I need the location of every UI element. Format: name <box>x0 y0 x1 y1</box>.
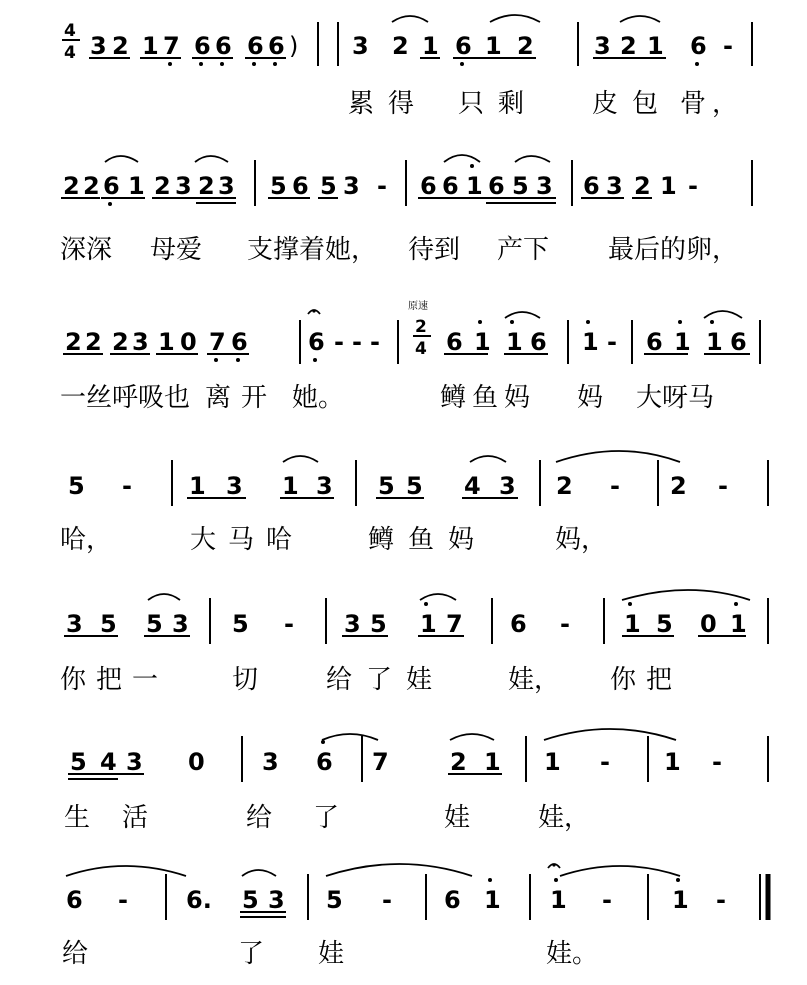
lyric-syllable: 给 <box>246 803 273 833</box>
svg-text:7: 7 <box>446 610 463 638</box>
lyric-phrase: 产下 <box>497 235 550 265</box>
svg-text:1: 1 <box>128 172 145 200</box>
lyric-syllable: 了 <box>313 803 340 833</box>
svg-text:6: 6 <box>455 32 472 60</box>
svg-text:-: - <box>716 886 726 914</box>
lyric-phrase: 骨， <box>680 89 745 119</box>
svg-text:6: 6 <box>420 172 437 200</box>
lyric-phrase: 你把一 <box>60 665 169 695</box>
time-signature-bottom: 4 <box>64 43 76 63</box>
lyric-phrase: 切 <box>232 665 259 695</box>
lyric-phrase: 哈， <box>60 525 113 555</box>
svg-text:0: 0 <box>180 328 197 356</box>
svg-text:6: 6 <box>583 172 600 200</box>
svg-text:6: 6 <box>194 32 211 60</box>
svg-text:-: - <box>118 886 128 914</box>
svg-text:2: 2 <box>112 328 129 356</box>
svg-text:6: 6 <box>215 32 232 60</box>
svg-text:-: - <box>284 610 294 638</box>
svg-text:6.: 6. <box>186 886 212 914</box>
lyric-phrase: 支撑着她， <box>247 235 378 265</box>
svg-text:5: 5 <box>370 610 387 638</box>
lyric-phrase: 一丝呼吸也 <box>60 383 191 413</box>
svg-text:1: 1 <box>660 172 677 200</box>
svg-text:-: - <box>122 472 132 500</box>
svg-text:-: - <box>377 172 387 200</box>
svg-text:3: 3 <box>66 610 83 638</box>
svg-text:1: 1 <box>420 610 437 638</box>
svg-text:-: - <box>602 886 612 914</box>
svg-text:-: - <box>607 328 617 356</box>
svg-text:-: - <box>600 748 610 776</box>
svg-text:2: 2 <box>620 32 637 60</box>
lyric-syllable: 娃。 <box>546 939 599 969</box>
svg-text:6: 6 <box>488 172 505 200</box>
score-line-2 <box>60 155 752 265</box>
svg-text:6: 6 <box>268 32 285 60</box>
svg-text:3: 3 <box>594 32 611 60</box>
svg-text:5: 5 <box>100 610 117 638</box>
score-line-5 <box>60 590 768 695</box>
svg-text:5: 5 <box>406 472 423 500</box>
svg-text:1: 1 <box>484 748 501 776</box>
tempo-marking: 原速 <box>408 301 428 312</box>
lyric-phrase: 只剩 <box>458 89 539 119</box>
svg-text:1: 1 <box>674 328 691 356</box>
time-signature-bottom: 4 <box>415 339 427 359</box>
svg-text:3: 3 <box>536 172 553 200</box>
svg-text:2: 2 <box>450 748 467 776</box>
svg-text:1: 1 <box>582 328 599 356</box>
svg-text:6: 6 <box>308 328 325 356</box>
lyric-syllable: 娃 <box>318 939 345 969</box>
svg-text:2: 2 <box>517 32 534 60</box>
svg-text:3: 3 <box>343 172 360 200</box>
svg-text:3: 3 <box>316 472 333 500</box>
svg-text:5: 5 <box>232 610 249 638</box>
svg-text:2: 2 <box>392 32 409 60</box>
lyric-phrase: 给了娃 <box>326 665 447 695</box>
svg-text:6: 6 <box>316 748 333 776</box>
svg-text:-: - <box>334 328 344 356</box>
svg-text:3: 3 <box>175 172 192 200</box>
svg-text:): ) <box>289 32 299 60</box>
svg-text:6: 6 <box>292 172 309 200</box>
lyric-phrase: 离开 <box>205 383 278 413</box>
score-line-6 <box>64 729 768 833</box>
svg-text:4: 4 <box>464 472 481 500</box>
svg-text:6: 6 <box>103 172 120 200</box>
score-line-4 <box>60 451 768 555</box>
svg-text:3: 3 <box>172 610 189 638</box>
svg-text:6: 6 <box>446 328 463 356</box>
svg-text:7: 7 <box>163 32 180 60</box>
svg-text:0: 0 <box>700 610 717 638</box>
time-signature-top: 4 <box>64 21 76 41</box>
lyric-phrase: 累得 <box>348 89 429 119</box>
svg-text:3: 3 <box>126 748 143 776</box>
lyric-phrase: 母爱 <box>150 235 203 265</box>
svg-text:1: 1 <box>506 328 523 356</box>
svg-text:2: 2 <box>154 172 171 200</box>
svg-text:2: 2 <box>634 172 651 200</box>
svg-text:-: - <box>382 886 392 914</box>
svg-text:-: - <box>688 172 698 200</box>
svg-text:1: 1 <box>672 886 689 914</box>
lyric-phrase: 鳟鱼妈 <box>368 525 489 555</box>
lyric-syllable: 生 <box>64 803 91 833</box>
svg-text:-: - <box>723 32 733 60</box>
svg-text:5: 5 <box>70 748 87 776</box>
svg-text:6: 6 <box>66 886 83 914</box>
svg-text:3: 3 <box>226 472 243 500</box>
lyric-phrase: 皮包 <box>592 89 673 119</box>
svg-text:2: 2 <box>65 328 82 356</box>
svg-text:1: 1 <box>422 32 439 60</box>
svg-text:4: 4 <box>100 748 117 776</box>
svg-text:5: 5 <box>512 172 529 200</box>
svg-text:5: 5 <box>378 472 395 500</box>
svg-text:3: 3 <box>90 32 107 60</box>
svg-text:-: - <box>712 748 722 776</box>
svg-text:7: 7 <box>209 328 226 356</box>
score-line-7 <box>62 863 768 969</box>
svg-text:6: 6 <box>444 886 461 914</box>
svg-text:2: 2 <box>112 32 129 60</box>
score-line-1 <box>62 15 752 119</box>
svg-text:5: 5 <box>68 472 85 500</box>
svg-text:6: 6 <box>646 328 663 356</box>
lyric-phrase: 妈， <box>555 525 608 555</box>
svg-text:-: - <box>352 328 362 356</box>
svg-text:1: 1 <box>158 328 175 356</box>
svg-text:1: 1 <box>142 32 159 60</box>
lyric-phrase: 鳟鱼妈 <box>440 383 537 413</box>
svg-text:2: 2 <box>198 172 215 200</box>
svg-text:3: 3 <box>218 172 235 200</box>
svg-text:1: 1 <box>550 886 567 914</box>
svg-text:3: 3 <box>352 32 369 60</box>
svg-text:1: 1 <box>474 328 491 356</box>
svg-text:5: 5 <box>270 172 287 200</box>
svg-text:-: - <box>560 610 570 638</box>
svg-text:6: 6 <box>690 32 707 60</box>
svg-text:2: 2 <box>556 472 573 500</box>
lyric-syllable: 给 <box>62 939 89 969</box>
lyric-syllable: 娃 <box>444 803 471 833</box>
lyric-phrase: 最后的卵， <box>608 235 739 265</box>
svg-text:1: 1 <box>544 748 561 776</box>
svg-text:3: 3 <box>132 328 149 356</box>
lyric-syllable: 了 <box>238 939 265 969</box>
score-line-3 <box>60 299 760 413</box>
lyric-phrase: 妈 <box>577 383 604 413</box>
lyric-phrase: 娃， <box>508 665 561 695</box>
svg-text:2: 2 <box>670 472 687 500</box>
svg-text:3: 3 <box>262 748 279 776</box>
svg-text:5: 5 <box>326 886 343 914</box>
svg-text:1: 1 <box>706 328 723 356</box>
svg-text:0: 0 <box>188 748 205 776</box>
svg-text:1: 1 <box>624 610 641 638</box>
lyric-syllable: 娃， <box>538 803 591 833</box>
lyric-phrase: 大马哈 <box>190 525 305 555</box>
svg-text:1: 1 <box>466 172 483 200</box>
svg-text:6: 6 <box>530 328 547 356</box>
svg-text:-: - <box>718 472 728 500</box>
svg-text:1: 1 <box>485 32 502 60</box>
lyric-phrase: 大呀马 <box>636 383 715 413</box>
svg-text:1: 1 <box>282 472 299 500</box>
svg-text:1: 1 <box>647 32 664 60</box>
svg-text:3: 3 <box>606 172 623 200</box>
svg-text:5: 5 <box>242 886 259 914</box>
time-signature-top: 2 <box>415 317 427 337</box>
svg-text:2: 2 <box>85 328 102 356</box>
svg-text:6: 6 <box>247 32 264 60</box>
svg-text:6: 6 <box>510 610 527 638</box>
svg-text:6: 6 <box>231 328 248 356</box>
svg-text:3: 3 <box>268 886 285 914</box>
lyric-syllable: 活 <box>122 803 149 833</box>
svg-text:6: 6 <box>442 172 459 200</box>
svg-text:5: 5 <box>146 610 163 638</box>
svg-text:7: 7 <box>372 748 389 776</box>
svg-text:2: 2 <box>83 172 100 200</box>
svg-text:-: - <box>370 328 380 356</box>
svg-text:3: 3 <box>344 610 361 638</box>
svg-text:1: 1 <box>484 886 501 914</box>
svg-text:5: 5 <box>320 172 337 200</box>
svg-text:6: 6 <box>730 328 747 356</box>
lyric-phrase: 你把 <box>610 665 683 695</box>
svg-text:3: 3 <box>499 472 516 500</box>
lyric-phrase: 待到 <box>408 235 461 265</box>
lyric-phrase: 深深 <box>60 235 113 265</box>
svg-text:-: - <box>610 472 620 500</box>
svg-text:1: 1 <box>730 610 747 638</box>
svg-text:2: 2 <box>63 172 80 200</box>
svg-text:1: 1 <box>664 748 681 776</box>
lyric-phrase: 她。 <box>292 383 345 413</box>
svg-text:5: 5 <box>656 610 673 638</box>
svg-text:1: 1 <box>189 472 206 500</box>
